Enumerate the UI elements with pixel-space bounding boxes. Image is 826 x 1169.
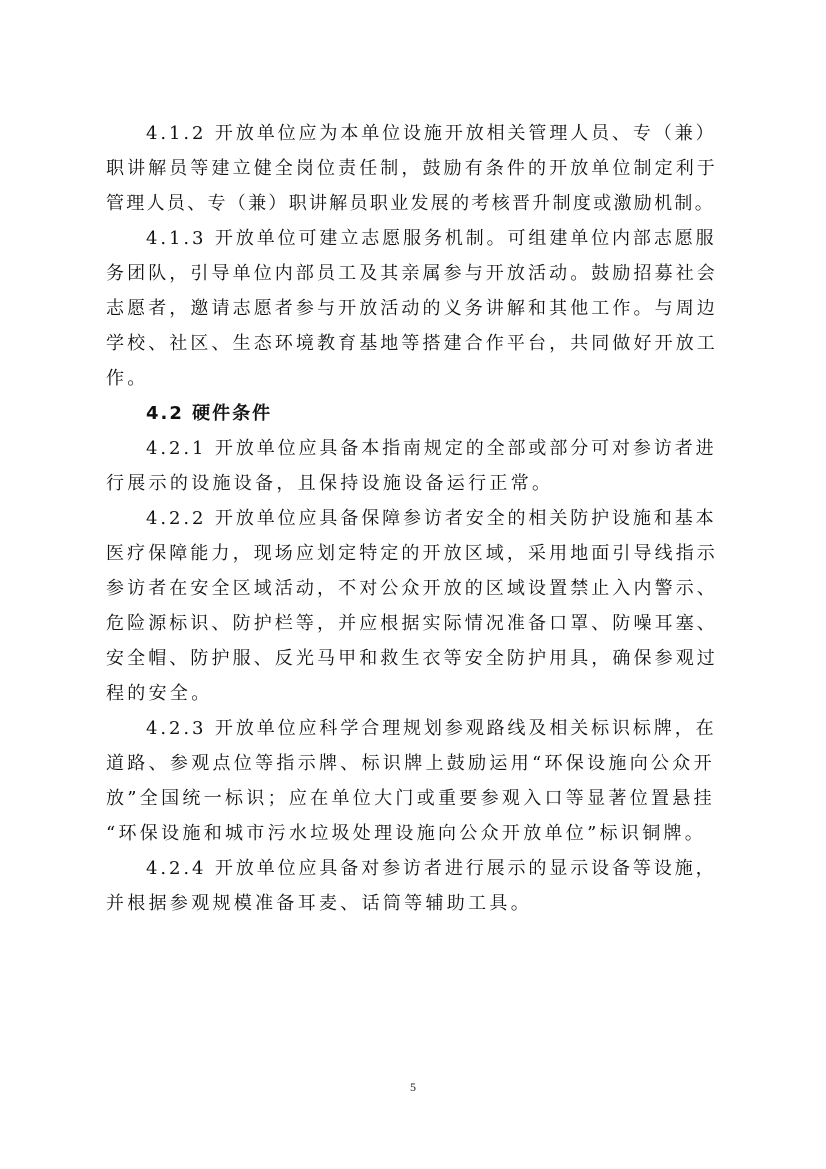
paragraph-line: 并根据参观规模准备耳麦、话筒等辅助工具。: [106, 893, 532, 914]
paragraph-line: 管理人员、专（兼）职讲解员职业发展的考核晋升制度或激励机制。: [106, 193, 715, 214]
paragraph-line: 职讲解员等建立健全岗位责任制，鼓励有条件的开放单位制定利于: [106, 158, 718, 179]
paragraph-line: 志愿者，邀请志愿者参与开放活动的义务讲解和其他工作。与周边: [106, 298, 718, 319]
paragraph: [106, 116, 720, 221]
document-body: [106, 116, 720, 921]
paragraph-line: 程的安全。: [106, 683, 213, 704]
page-number: 5: [410, 1080, 416, 1094]
paragraph-line: 4.2.4 开放单位应具备对参访者进行展示的显示设备等设施，: [146, 858, 717, 879]
paragraph: [106, 851, 720, 921]
paragraph-line: 4.1.2 开放单位应为本单位设施开放相关管理人员、专（兼）: [146, 123, 717, 144]
paragraph-line: 参访者在安全区域活动，不对公众开放的区域设置禁止入内警示、: [106, 578, 718, 599]
paragraph: [106, 431, 720, 501]
paragraph-line: 安全帽、防护服、反光马甲和救生衣等安全防护用具，确保参观过: [106, 648, 718, 669]
paragraph-line: 行展示的设施设备，且保持设施设备运行正常。: [106, 473, 554, 494]
paragraph: [106, 221, 720, 396]
paragraph-line: 学校、社区、生态环境教育基地等搭建合作平台，共同做好开放工: [106, 333, 718, 354]
section-heading: 4.2 硬件条件: [146, 403, 273, 424]
paragraph-line: 作。: [106, 368, 149, 389]
paragraph-line: 务团队，引导单位内部员工及其亲属参与开放活动。鼓励招募社会: [106, 263, 718, 284]
paragraph-line: 危险源标识、防护栏等，并应根据实际情况准备口罩、防噪耳塞、: [106, 613, 718, 634]
paragraph-line: 4.2.1 开放单位应具备本指南规定的全部或部分可对参访者进: [146, 438, 717, 459]
paragraph-line: 放”全国统一标识；应在单位大门或重要参观入口等显著位置悬挂: [106, 788, 715, 809]
paragraph-line: “环保设施和城市污水垃圾处理设施向公众开放单位”标识铜牌。: [106, 823, 707, 844]
paragraph-line: 4.2.3 开放单位应科学合理规划参观路线及相关标识标牌，在: [146, 718, 717, 739]
paragraph-line: 医疗保障能力，现场应划定特定的开放区域，采用地面引导线指示: [106, 543, 718, 564]
paragraph-line: 4.1.3 开放单位可建立志愿服务机制。可组建单位内部志愿服: [146, 228, 717, 249]
paragraph: [106, 711, 720, 851]
paragraph-line: 4.2.2 开放单位应具备保障参访者安全的相关防护设施和基本: [146, 508, 717, 529]
paragraph-line: 道路、参观点位等指示牌、标识牌上鼓励运用“环保设施向公众开: [106, 753, 715, 774]
paragraph: [106, 501, 720, 711]
